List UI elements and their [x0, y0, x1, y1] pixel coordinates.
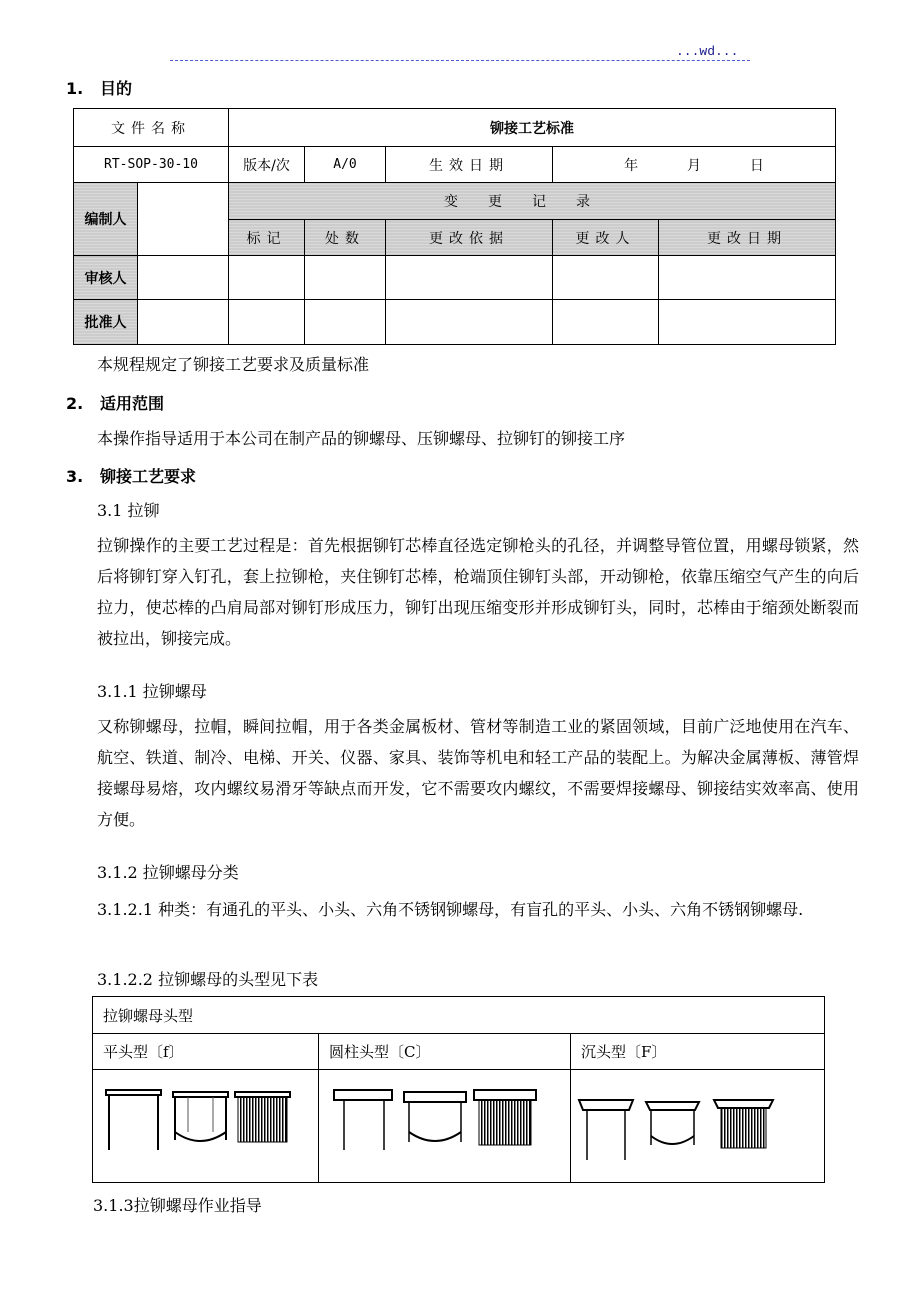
section-1-heading [66, 76, 132, 99]
section-number: 3. [66, 467, 84, 486]
rivet-nut-types-paragraph: 3.1.2.1 种类：有通孔的平头、小头、六角不锈钢铆螺母，有盲孔的平头、小头、六角不锈钢铆螺母. [97, 900, 804, 919]
header-divider [170, 60, 750, 61]
section-title: 目的 [100, 79, 133, 98]
header-mark: ...wd... [676, 44, 739, 59]
cylinder-head-figure-cell [319, 1070, 571, 1183]
editor-value [138, 183, 229, 256]
flat-head-figure-cell [93, 1070, 319, 1183]
document-code: RT-SOP-30-10 [74, 147, 229, 183]
effective-date-label: 生效日期 [386, 147, 553, 183]
file-name-value: 铆接工艺标准 [229, 109, 836, 147]
section-2-heading [66, 391, 164, 414]
purpose-text: 本规程规定了铆接工艺要求及质量标准 [97, 355, 370, 374]
version-label: 版本/次 [229, 147, 305, 183]
subsection-3-1-3: 3.1.3拉铆螺母作业指导 [93, 1196, 262, 1215]
date-day: 日 [749, 157, 764, 174]
change-col-date: 更改日期 [659, 220, 836, 256]
editor-label: 编制人 [74, 183, 138, 256]
change-col-count: 处数 [305, 220, 386, 256]
section-title: 适用范围 [100, 394, 165, 413]
date-year: 年 [624, 157, 639, 174]
date-month: 月 [687, 157, 701, 174]
section-3-heading [66, 464, 196, 487]
section-number: 1. [66, 79, 84, 98]
countersunk-head-figure-cell [571, 1070, 825, 1183]
subsection-3-1-1: 3.1.1 拉铆螺母 [97, 682, 207, 701]
rivet-process-paragraph: 拉铆操作的主要工艺过程是：首先根据铆钉芯棒直径选定铆枪头的孔径，并调整导管位置，用螺母锁紧，然后将铆钉穿入钉孔，套上拉铆枪，夹住铆钉芯棒，枪端顶住铆钉头部，开动铆枪，依靠压缩空气产生的向后拉力，使芯棒的凸肩局部对铆钉形成压力，铆钉出现压缩变形并形成铆钉头，同时，芯棒由于缩颈处断裂而被拉出，铆接完成。 [97, 536, 859, 648]
change-col-person: 更改人 [553, 220, 659, 256]
cylinder-head-nut-figure [319, 1070, 560, 1182]
change-col-basis: 更改依据 [386, 220, 553, 256]
reviewer-label: 审核人 [74, 256, 138, 300]
countersunk-head-nut-figure [571, 1070, 814, 1182]
effective-date-value [553, 147, 836, 183]
head-type-cylinder: 圆柱头型〔C〕 [319, 1034, 571, 1070]
flat-head-nut-figure [93, 1070, 318, 1182]
rivet-nut-paragraph: 又称铆螺母，拉帽，瞬间拉帽，用于各类金属板材、管材等制造工业的紧固领域，目前广泛地使用在汽车、航空、铁道、制冷、电梯、开关、仪器、家具、装饰等机电和轻工产品的装配上。为解决金属薄板、薄管焊接螺母易熔，攻内螺纹易滑牙等缺点而开发，它不需要攻内螺纹，不需要焊接螺母、铆接结实效率高、使用方便。 [97, 717, 859, 829]
approver-label: 批准人 [74, 300, 138, 345]
subsection-3-1-2-2: 3.1.2.2 拉铆螺母的头型见下表 [97, 970, 319, 989]
subsection-3-1: 3.1 拉铆 [97, 501, 160, 520]
section-number: 2. [66, 394, 84, 413]
head-type-table [92, 996, 825, 1183]
section-title: 铆接工艺要求 [100, 467, 197, 486]
file-name-label: 文件名称 [74, 109, 229, 147]
scope-text: 本操作指导适用于本公司在制产品的铆螺母、压铆螺母、拉铆钉的铆接工序 [97, 429, 626, 448]
change-col-mark: 标记 [229, 220, 305, 256]
head-type-countersunk: 沉头型〔F〕 [571, 1034, 825, 1070]
version-value: A/0 [305, 147, 386, 183]
document-info-table [73, 108, 836, 345]
head-type-flat: 平头型〔f〕 [93, 1034, 319, 1070]
head-type-table-title: 拉铆螺母头型 [93, 997, 825, 1034]
change-record-label: 变更记录 [229, 183, 836, 220]
subsection-3-1-2: 3.1.2 拉铆螺母分类 [97, 863, 239, 882]
